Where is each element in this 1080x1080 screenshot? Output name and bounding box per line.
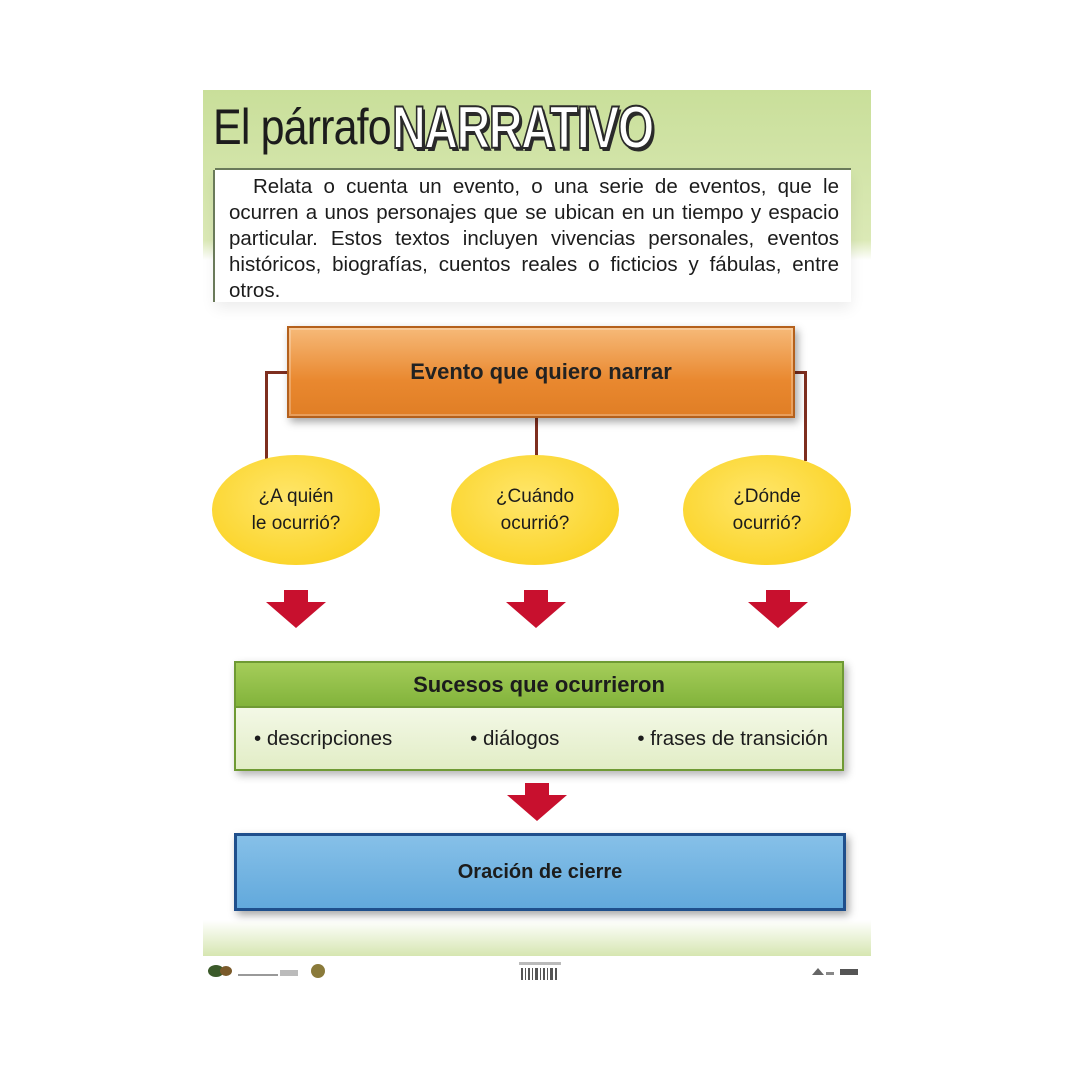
connector-left-horizontal <box>265 371 287 374</box>
question-when-text: ¿Cuándo ocurrió? <box>495 486 575 534</box>
intro-box <box>215 170 851 302</box>
publisher-logo-icon <box>206 962 326 985</box>
down-arrow-icon <box>507 783 567 821</box>
question-where-text: ¿Dónde ocurrió? <box>732 486 802 534</box>
down-arrow-icon <box>748 590 808 628</box>
title-plain: El párrafo <box>213 99 391 155</box>
barcode-icon <box>519 962 561 985</box>
event-box: Evento que quiero narrar <box>287 326 795 418</box>
closing-box: Oración de cierre <box>234 833 846 911</box>
events-box <box>234 661 844 771</box>
events-box-title: Sucesos que ocurrieron <box>236 663 842 708</box>
question-oval-where <box>683 455 851 565</box>
brand-logo-icon <box>812 963 860 981</box>
poster-title <box>213 92 726 162</box>
question-oval-when <box>451 455 619 565</box>
events-box-items <box>236 708 842 769</box>
question-who-text: ¿A quién le ocurrió? <box>251 486 341 534</box>
events-item: • diálogos <box>470 726 560 750</box>
connector-left-vertical <box>265 371 268 461</box>
intro-text: Relata o cuenta un evento, o una serie de eventos, que le ocurren a unos personajes que se ubican en un tiempo y espacio particular. Estos textos incluyen vivencias personales, eventos históricos, biografías, cuentos reales o ficticios y fábulas, entre otros. <box>229 175 839 302</box>
events-item: • descripciones <box>254 726 393 750</box>
events-item: • frases de transición <box>637 726 828 750</box>
connector-right-vertical <box>804 371 807 461</box>
question-oval-who <box>212 455 380 565</box>
title-emphasis: NARRATIVO <box>391 93 653 161</box>
down-arrow-icon <box>266 590 326 628</box>
poster <box>203 90 871 956</box>
down-arrow-icon <box>506 590 566 628</box>
